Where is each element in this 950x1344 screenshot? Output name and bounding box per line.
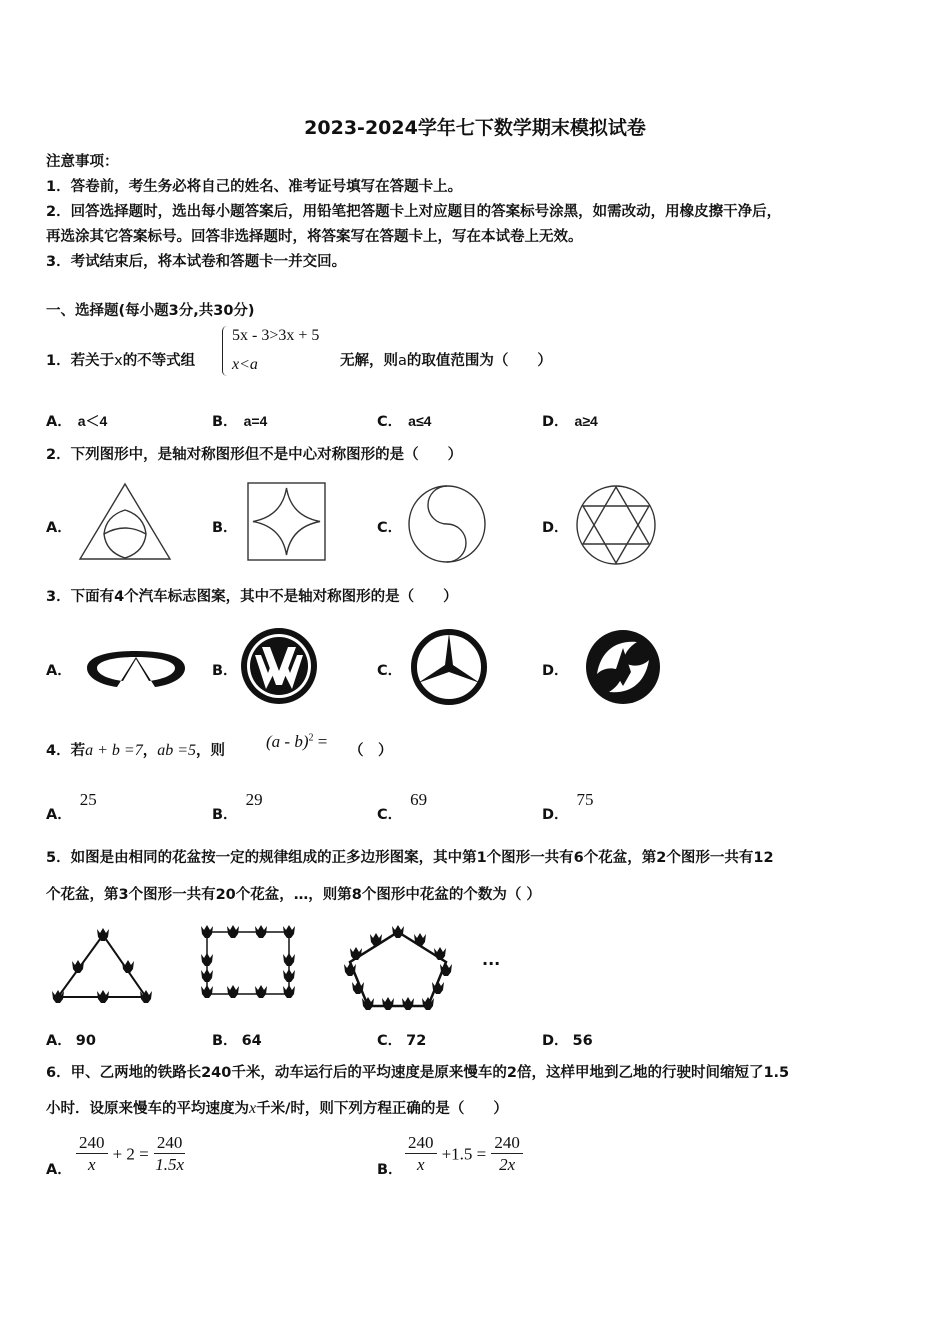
section-heading: 一、选择题(每小题3分,共30分) [46,303,255,319]
flowerpot-triangle-figure [48,925,158,1007]
q5-option-b[interactable]: B． 64 [212,1033,262,1049]
q6-option-b-equation[interactable] [405,1133,523,1176]
q1-var-a: a [398,353,407,369]
q5-line-2: 个花盆，第3个图形一共有20个花盆，…，则第8个图形中花盆的个数为（ ） [46,887,541,903]
q3-stem: 3．下面有4个汽车标志图案，其中不是轴对称图形的是（ ） [46,589,458,605]
q1-brace [222,326,227,376]
page-title: 2023-2024学年七下数学期末模拟试卷 [304,117,646,139]
volkswagen-logo [240,627,318,705]
q4-lead: 4．若 [46,743,86,759]
q3-label-a[interactable]: A． [46,663,72,679]
q3-label-b[interactable]: B． [212,663,238,679]
q5-option-a[interactable]: A． 90 [46,1033,96,1049]
q4-option-c[interactable]: C．69 [377,790,428,823]
q4-expr-3: (a - b)$^2$ = [266,732,328,751]
q5-option-c[interactable]: C． 72 [377,1033,427,1049]
q4-option-a[interactable]: A．25 [46,790,97,823]
mercedes-logo [410,628,488,706]
q5-option-d[interactable]: D． 56 [542,1033,593,1049]
q4-then: ，则 [195,743,225,759]
q6-option-a-letter[interactable]: A． [46,1162,72,1178]
q3-label-d[interactable]: D． [542,663,569,679]
q1-option-c[interactable]: C． a≤4 [377,413,432,430]
q1-tail-text: 无解，则 [340,353,398,369]
q1-option-a[interactable]: A． a＜4 [46,413,108,430]
q2-label-c[interactable]: C． [377,520,403,536]
q2-label-a[interactable]: A． [46,520,72,536]
q1-lead: 1．若关于 [46,353,115,369]
q4-superscript: 2 [308,732,314,744]
q5-line-1: 5．如图是由相同的花盆按一定的规律组成的正多边形图案，其中第1个图形一共有6个花盆，第2个图形一共有12 [46,850,774,866]
dongfeng-logo [583,628,663,706]
q1-option-b[interactable]: B． a=4 [212,413,268,430]
q2-label-b[interactable]: B． [212,520,238,536]
q1-option-d[interactable]: D． a≥4 [542,413,598,430]
four-point-star-in-square-figure [247,482,327,562]
infiniti-logo [85,643,187,693]
yin-yang-circle-figure [406,484,488,564]
notice-line-1: 1．答卷前，考生务必将自己的姓名、准考证号填写在答题卡上。 [46,179,463,195]
q6-var: x [249,1100,257,1117]
flowerpot-pentagon-figure [340,922,456,1014]
q1-ineq-2: x<a [232,356,258,373]
q6-line-1: 6．甲、乙两地的铁路长240千米，动车运行后的平均速度是原来慢车的2倍，这样甲地到乙地的行驶时间缩短了1.5 [46,1065,790,1081]
q1-tail [340,351,552,371]
q4-expr-1: a + b =7 [85,742,143,759]
q6-b-fraction-2: $\frac{240}{2x}$ [491,1133,523,1176]
q6-option-a-equation[interactable] [76,1133,185,1176]
q4-option-d[interactable]: D．75 [542,790,594,823]
notice-heading: 注意事项： [46,154,119,170]
q6-a-fraction-1: $\frac{240}{x}$ [76,1133,108,1176]
q6-a-mid: + 2 = [112,1144,149,1164]
flowerpot-square-figure [197,922,303,1006]
q6-b-fraction-1: $\frac{240}{x}$ [405,1133,437,1176]
q4-option-b[interactable]: B．29 [212,790,263,823]
q5-ellipsis: ... [482,950,501,969]
q1-stem [46,351,195,371]
q1-ineq-1: 5x - 3>3x + 5 [232,327,320,344]
q4-expr-2: ab =5 [157,742,196,759]
q1-tail2: 的取值范围为（ ） [406,353,552,369]
notice-line-4: 3．考试结束后，将本试卷和答题卡一并交回。 [46,254,347,270]
q4-stem [46,741,225,761]
q4-paren: （ ） [349,743,393,759]
q6-option-b-letter[interactable]: B． [377,1162,403,1178]
q3-label-c[interactable]: C． [377,663,403,679]
notice-line-3: 再选涂其它答案标号。回答非选择题时，将答案写在答题卡上，写在本试卷上无效。 [46,229,583,245]
reuleaux-triangle-figure [78,482,172,562]
q6-a-fraction-2: $\frac{240}{1.5x}$ [155,1133,185,1174]
q6-b-mid: +1.5 = [441,1144,487,1164]
q1-var: x [114,353,123,369]
q4-equals: = [313,732,328,751]
star-of-david-circle-figure [575,484,657,566]
q2-label-d[interactable]: D． [542,520,569,536]
notice-line-2: 2．回答选择题时，选出每小题答案后，用铅笔把答题卡上对应题目的答案标号涂黑，如需改动，用橡皮擦干净后， [46,204,782,220]
q2-stem: 2．下列图形中，是轴对称图形但不是中心对称图形的是（ ） [46,447,463,463]
q1-mid: 的不等式组 [122,353,196,369]
q6-line-2: 小时．设原来慢车的平均速度为x千米/时，则下列方程正确的是（ ） [46,1100,508,1117]
q4-comma: ， [142,743,158,759]
